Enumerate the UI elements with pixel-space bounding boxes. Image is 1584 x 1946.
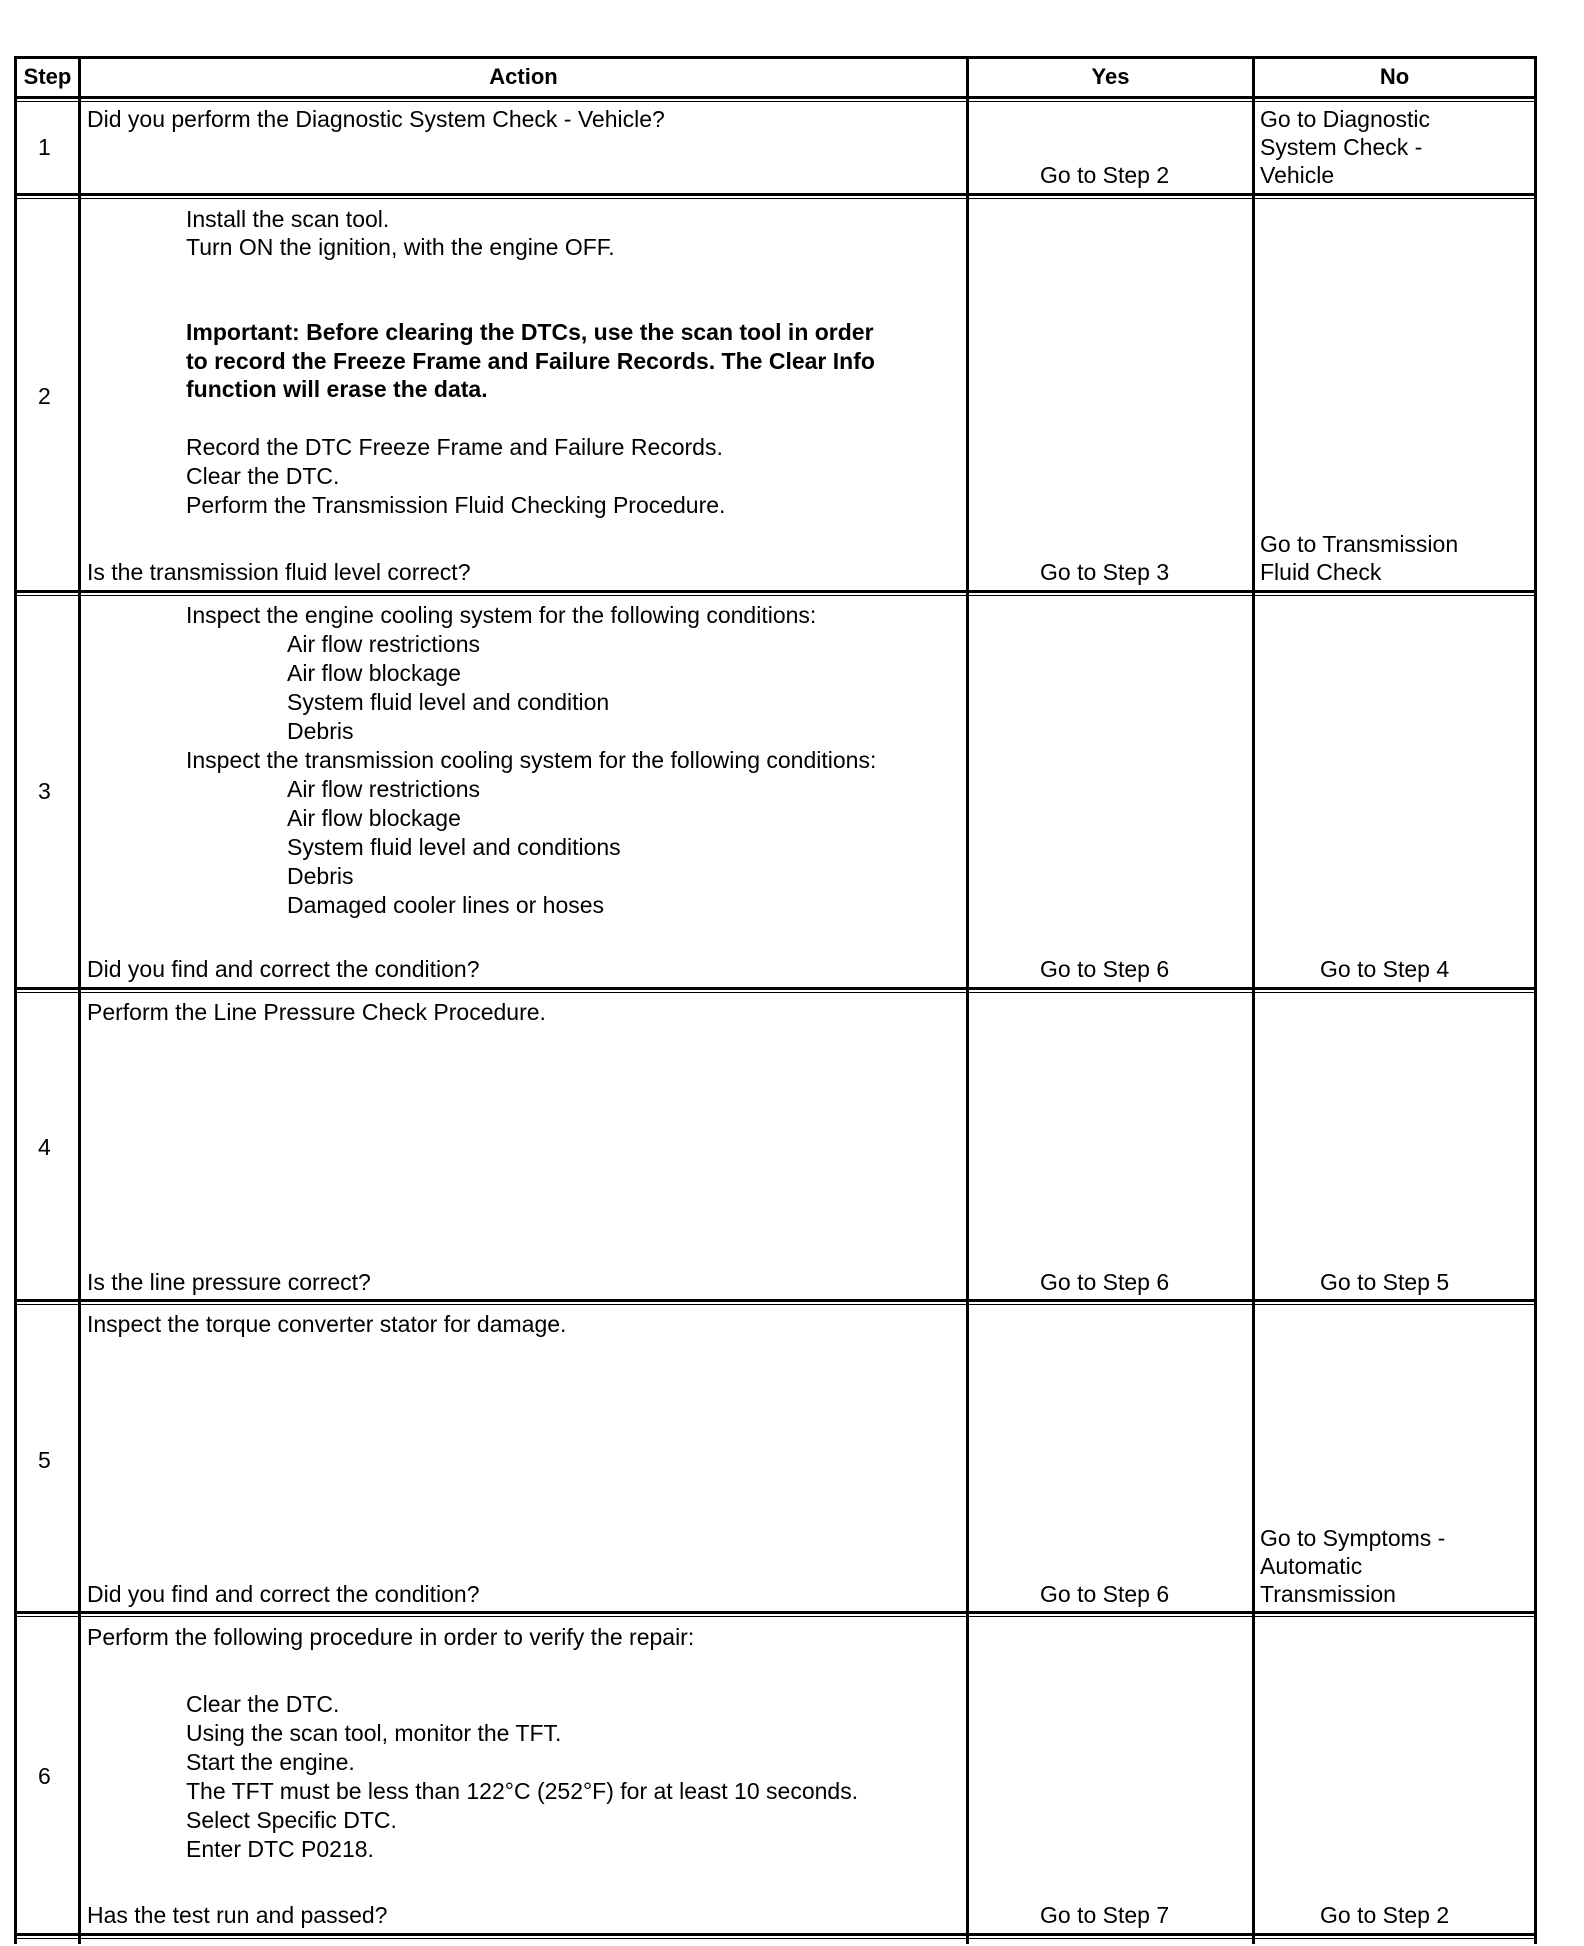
row-4-bottom-border: [14, 1299, 1537, 1302]
action-subitem: System fluid level and conditions: [287, 834, 621, 860]
step-number: 5: [38, 1447, 51, 1473]
action-text: Clear the DTC.: [186, 1691, 340, 1717]
step-number: 6: [38, 1763, 51, 1789]
action-text: Perform the following procedure in order to verify the repair:: [87, 1624, 695, 1650]
yes-result: Go to Step 6: [1040, 1581, 1170, 1607]
row-1-bottom-border: [14, 193, 1537, 196]
question-text: Is the transmission fluid level correct?: [87, 559, 471, 585]
action-text: Start the engine.: [186, 1749, 355, 1775]
yes-result: Go to Step 7: [1040, 1902, 1170, 1928]
action-text: Inspect the transmission cooling system for the following conditions:: [186, 747, 877, 773]
header-bottom-border: [14, 96, 1537, 99]
header-step: Step: [23, 64, 72, 89]
action-subitem: System fluid level and condition: [287, 689, 610, 715]
row-3-bottom-border-inner: [14, 992, 1537, 993]
step-number: 2: [38, 383, 51, 409]
action-text: Clear the DTC.: [186, 463, 340, 489]
action-subitem: Air flow blockage: [287, 805, 461, 831]
no-result: Fluid Check: [1260, 559, 1382, 585]
header-no: No: [1379, 64, 1410, 89]
step-number: 3: [38, 778, 51, 804]
action-text: Perform the Transmission Fluid Checking Procedure.: [186, 492, 726, 518]
yes-result: Go to Step 3: [1040, 559, 1170, 585]
table-bottom-border: [14, 1933, 1537, 1936]
row-2-bottom-border-inner: [14, 595, 1537, 596]
question-text: Has the test run and passed?: [87, 1902, 388, 1928]
header-action: Action: [489, 64, 558, 89]
col-border-action-yes: [966, 56, 969, 1944]
question-text: Is the line pressure correct?: [87, 1269, 371, 1295]
col-border-right: [1534, 56, 1537, 1944]
header-yes: Yes: [1091, 64, 1130, 89]
action-text: Perform the Line Pressure Check Procedure.: [87, 999, 546, 1025]
no-result: Go to Step 2: [1320, 1902, 1450, 1928]
action-text: Record the DTC Freeze Frame and Failure Records.: [186, 434, 723, 460]
action-text: Select Specific DTC.: [186, 1807, 397, 1833]
action-text: The TFT must be less than 122°C (252°F) for at least 10 seconds.: [186, 1778, 859, 1804]
action-subitem: Air flow restrictions: [287, 631, 480, 657]
no-result: Transmission: [1260, 1581, 1396, 1607]
no-result: Go to Step 4: [1320, 956, 1450, 982]
important-note: function will erase the data.: [186, 376, 488, 402]
col-border-step-action: [78, 56, 81, 1944]
yes-result: Go to Step 6: [1040, 956, 1170, 982]
important-note: to record the Freeze Frame and Failure Records. The Clear Info: [186, 348, 875, 374]
row-4-bottom-border-inner: [14, 1304, 1537, 1305]
no-result: Automatic: [1260, 1553, 1363, 1579]
no-result: Go to Step 5: [1320, 1269, 1450, 1295]
row-5-bottom-border-inner: [14, 1616, 1537, 1617]
row-3-bottom-border: [14, 987, 1537, 990]
table-bottom-border-inner: [14, 1938, 1537, 1939]
col-border-left: [14, 56, 17, 1944]
no-result: Go to Transmission: [1260, 531, 1459, 557]
action-text: Inspect the torque converter stator for damage.: [87, 1311, 567, 1337]
action-text: Enter DTC P0218.: [186, 1836, 374, 1862]
row-5-bottom-border: [14, 1611, 1537, 1614]
action-text: Did you perform the Diagnostic System Check - Vehicle?: [87, 106, 665, 132]
action-subitem: Air flow restrictions: [287, 776, 480, 802]
action-subitem: Debris: [287, 718, 354, 744]
no-result: System Check -: [1260, 134, 1423, 160]
row-2-bottom-border: [14, 590, 1537, 593]
action-text: Turn ON the ignition, with the engine OFF.: [186, 234, 615, 260]
action-subitem: Air flow blockage: [287, 660, 461, 686]
action-text: Inspect the engine cooling system for the following conditions:: [186, 602, 817, 628]
yes-result: Go to Step 2: [1040, 162, 1170, 188]
action-subitem: Debris: [287, 863, 354, 889]
action-subitem: Damaged cooler lines or hoses: [287, 892, 605, 918]
no-result: Go to Symptoms -: [1260, 1525, 1446, 1551]
no-result: Vehicle: [1260, 162, 1335, 188]
table-top-border: [14, 56, 1537, 59]
question-text: Did you find and correct the condition?: [87, 1581, 480, 1607]
question-text: Did you find and correct the condition?: [87, 956, 480, 982]
no-result: Go to Diagnostic: [1260, 106, 1431, 132]
header-bottom-border-inner: [14, 101, 1537, 102]
step-number: 4: [38, 1134, 51, 1160]
action-text: Install the scan tool.: [186, 206, 390, 232]
important-note: Important: Before clearing the DTCs, use the scan tool in order: [186, 319, 874, 345]
yes-result: Go to Step 6: [1040, 1269, 1170, 1295]
step-number: 1: [38, 134, 51, 160]
row-1-bottom-border-inner: [14, 198, 1537, 199]
col-border-yes-no: [1252, 56, 1255, 1944]
action-text: Using the scan tool, monitor the TFT.: [186, 1720, 562, 1746]
